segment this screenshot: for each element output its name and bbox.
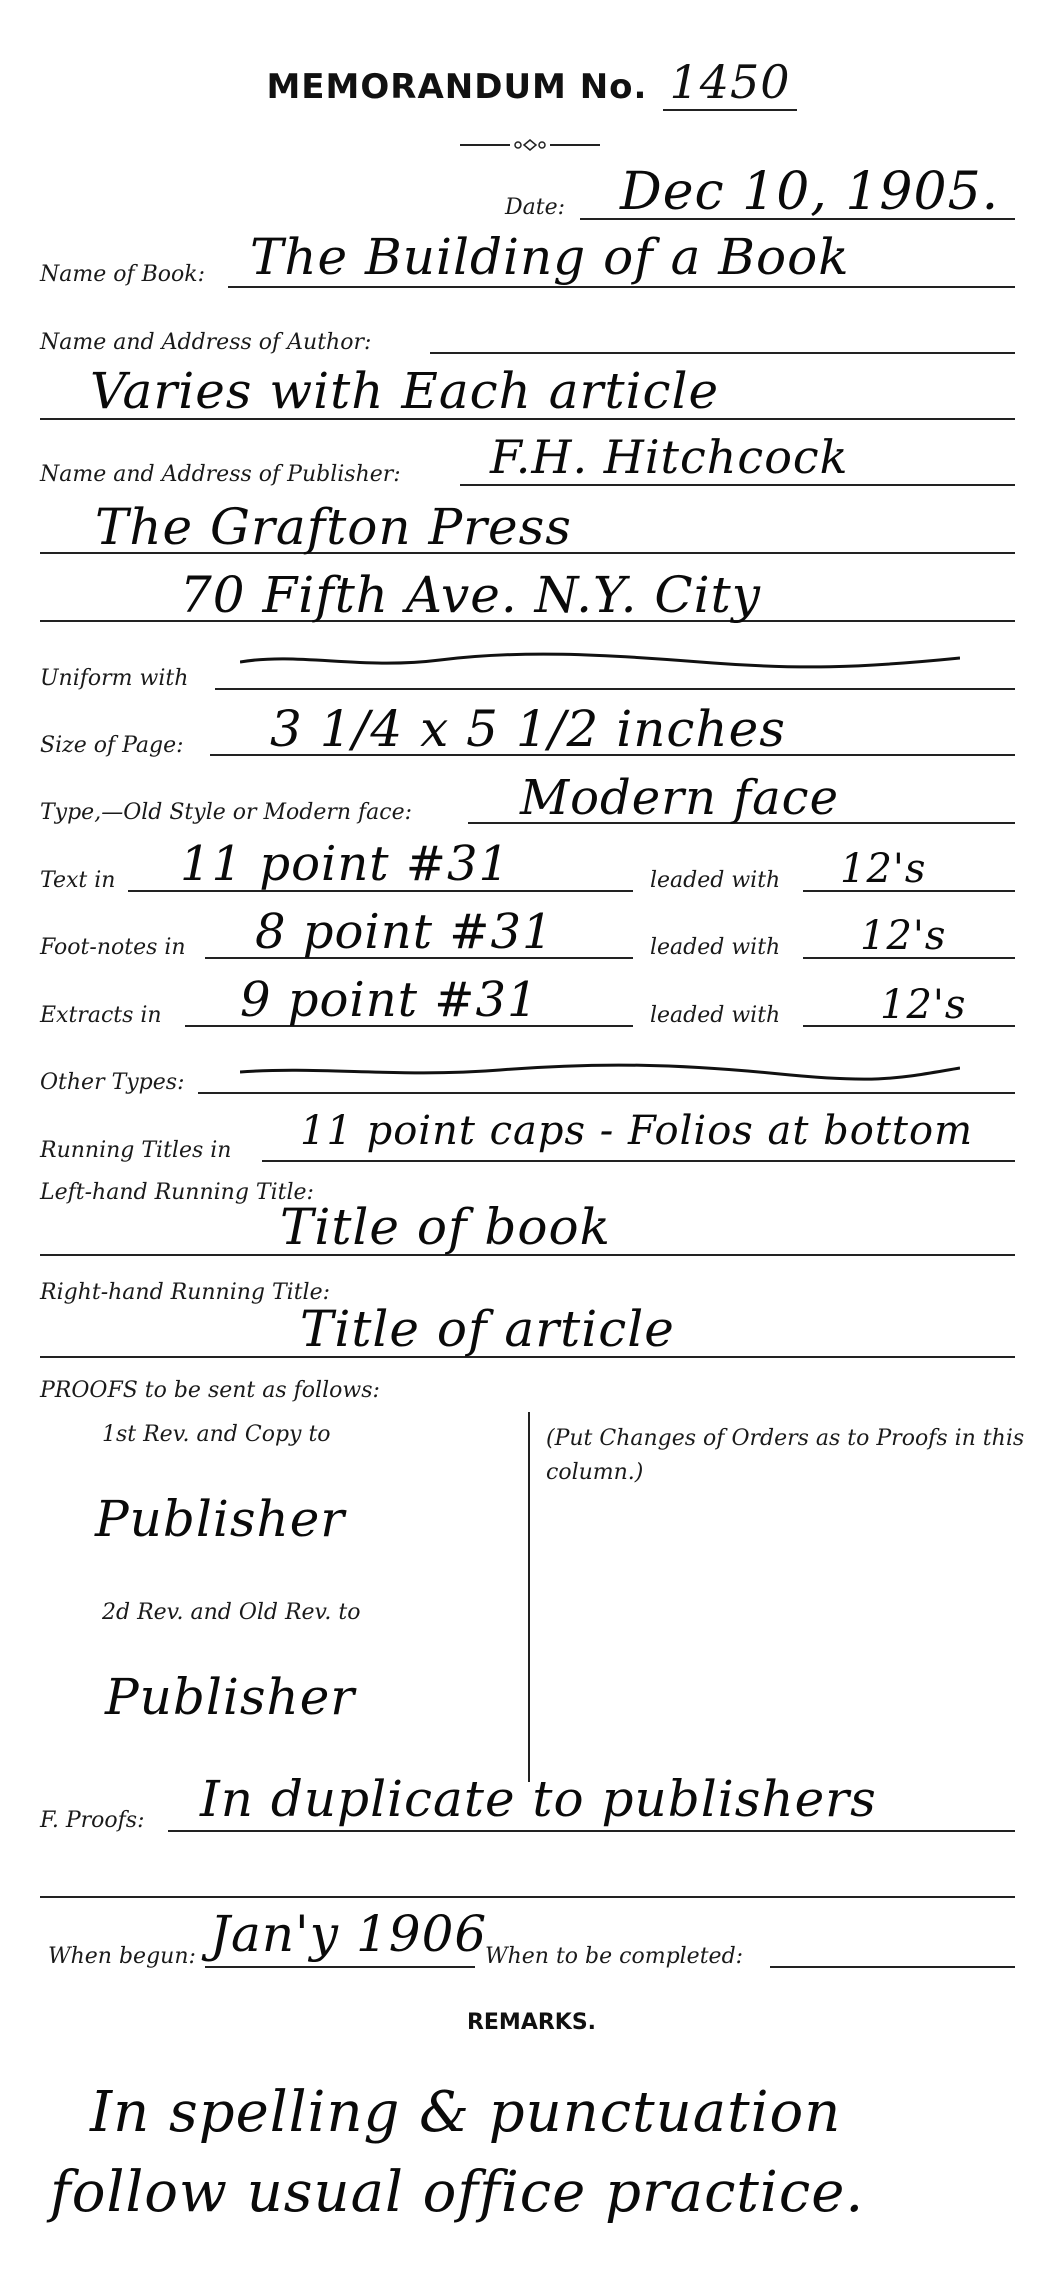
publisher-label: Name and Address of Publisher:: [40, 462, 401, 487]
remarks-line-1: In spelling & punctuation: [90, 2080, 842, 2145]
extracts-value: 9 point #31: [240, 972, 539, 1028]
author-value: Varies with Each article: [90, 362, 720, 420]
extracts-leaded-value: 12's: [880, 982, 967, 1028]
footnotes-value: 8 point #31: [255, 904, 554, 960]
left-running-label: Left-hand Running Title:: [40, 1180, 314, 1205]
proofs-first-value: Publisher: [95, 1490, 346, 1548]
text-in-label: Text in: [40, 868, 116, 893]
footnotes-leaded-label: leaded with: [650, 935, 781, 960]
type-face-label: Type,—Old Style or Modern face:: [40, 800, 413, 825]
other-types-label: Other Types:: [40, 1070, 185, 1095]
other-types-dash-icon: [240, 1060, 960, 1084]
author-label: Name and Address of Author:: [40, 330, 372, 355]
running-titles-value: 11 point caps - Folios at bottom: [300, 1108, 974, 1154]
size-value: 3 1/4 x 5 1/2 inches: [270, 700, 786, 758]
date-value: Dec 10, 1905.: [620, 162, 1000, 222]
uniform-label: Uniform with: [40, 666, 189, 691]
footnotes-label: Foot-notes in: [40, 935, 186, 960]
text-in-leaded-value: 12's: [840, 846, 927, 892]
size-label: Size of Page:: [40, 733, 184, 758]
proofs-first-label: 1st Rev. and Copy to: [102, 1422, 331, 1447]
book-name-label: Name of Book:: [40, 262, 206, 287]
proofs-label: PROOFS to be sent as follows:: [40, 1378, 380, 1403]
f-proofs-label: F. Proofs:: [40, 1808, 145, 1833]
memorandum-title: MEMORANDUM No.: [266, 67, 648, 107]
right-running-label: Right-hand Running Title:: [40, 1280, 331, 1305]
book-name-line: [228, 286, 1015, 288]
remarks-heading: REMARKS.: [466, 2010, 597, 2035]
publisher-line2-value: The Grafton Press: [95, 498, 572, 556]
when-begun-line: [205, 1966, 475, 1968]
when-begun-value: Jan'y 1906: [210, 1905, 488, 1963]
f-proofs-line-2: [40, 1896, 1015, 1898]
f-proofs-value: In duplicate to publishers: [200, 1770, 877, 1828]
uniform-line: [215, 688, 1015, 690]
publisher-value: F.H. Hitchcock: [490, 430, 849, 484]
publisher-line: [460, 484, 1015, 486]
uniform-dash-icon: [240, 648, 960, 672]
when-completed-line: [770, 1966, 1015, 1968]
remarks-line-2: follow usual office practice.: [50, 2160, 865, 2225]
date-label: Date:: [505, 195, 566, 220]
right-running-value: Title of article: [300, 1300, 675, 1358]
proofs-column-note: (Put Changes of Orders as to Proofs in this column.): [546, 1426, 1025, 1485]
proofs-second-label: 2d Rev. and Old Rev. to: [102, 1600, 361, 1625]
book-name-value: The Building of a Book: [250, 228, 850, 286]
running-titles-label: Running Titles in: [40, 1138, 232, 1163]
extracts-leaded-label: leaded with: [650, 1003, 781, 1028]
memorandum-number: 1450: [663, 55, 796, 111]
publisher-line3-value: 70 Fifth Ave. N.Y. City: [180, 566, 761, 624]
extracts-label: Extracts in: [40, 1003, 162, 1028]
text-in-value: 11 point #31: [180, 836, 511, 892]
proofs-column-divider: [528, 1412, 530, 1782]
ornament-divider-icon: [460, 138, 600, 152]
type-face-value: Modern face: [520, 770, 839, 826]
running-titles-line: [262, 1160, 1015, 1162]
other-types-line: [198, 1092, 1015, 1094]
f-proofs-line: [168, 1830, 1015, 1832]
left-running-value: Title of book: [280, 1198, 611, 1256]
page-title: [0, 55, 1063, 109]
proofs-second-value: Publisher: [105, 1668, 356, 1726]
when-completed-label: When to be completed:: [485, 1944, 744, 1969]
footnotes-leaded-value: 12's: [860, 913, 947, 959]
when-begun-label: When begun:: [48, 1944, 196, 1969]
text-in-leaded-label: leaded with: [650, 868, 781, 893]
author-line: [430, 352, 1015, 354]
